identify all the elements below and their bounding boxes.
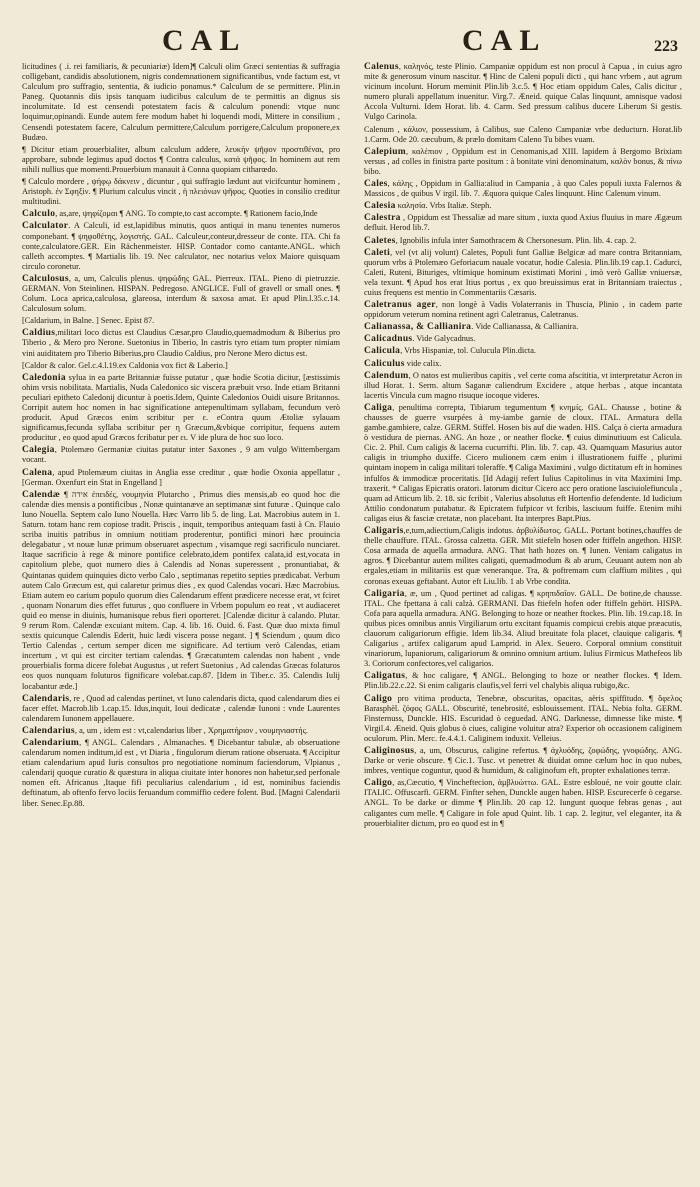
entry-text: , Ignobilis infula inter Samothracem & Chersonesum. Plin. lib. 4. cap. 2. bbox=[395, 235, 637, 245]
dictionary-entry bbox=[22, 738, 340, 809]
entry-lemma: Cales bbox=[364, 179, 388, 190]
entry-lemma: Caligaria bbox=[364, 588, 405, 599]
entry-lemma: Calendarius bbox=[22, 725, 75, 736]
dictionary-entry bbox=[364, 62, 682, 123]
entry-lemma: Caldius bbox=[22, 328, 56, 339]
entry-lemma: Calendaris bbox=[22, 693, 70, 704]
page-number: 223 bbox=[654, 38, 678, 55]
left-column bbox=[22, 62, 340, 1177]
dictionary-entry bbox=[22, 328, 340, 358]
entry-text: [Caldarium, in Balne. ] Senec. Epist 87. bbox=[22, 316, 155, 326]
header-word-left: CAL bbox=[162, 24, 247, 57]
entry-text: sylua in ea parte Britanniæ fuisse putatur , quæ hodie Scotia dicitur, [æstissimis ohim vrsis nobilitata. Martialis, Nuda Caledonico sic viscera præbuit vrso. Inde etiam Britanni peculiari epitheto Caledonij dicuntur à poetis.Idem, Quinte Caledonios Ouidi uisure Britannos. Corripit autem hoc nomen in hac significatione antepenultimam syllabam, fecundum verò producit. Apud Græcos enim scribitur per ε. eContra quum Ætoliæ sylauam significamus,fecunda syllaba scribitur per η Græcum,&vbique corripitur, fequens autem producitur , eo quod apud Græcos fcribatur per ει. V ide plura de hoc suo loco. bbox=[22, 372, 340, 443]
dictionary-entry bbox=[364, 403, 682, 524]
entry-lemma: Calculo bbox=[22, 209, 56, 220]
entry-text: ,militari loco dictus est Claudius Cæsar,pro Claudio,quemadmodum & Biberius pro Tiberio , & Mero pro Nerone. Suetonius in Tiberio, In castris tyro etiam tum propter nimiam vini auiditatem pro Tiberio Biberius,pro Claudio Caldius, pro Nerone Mero dictus est. bbox=[22, 328, 340, 358]
entry-lemma: Calepium bbox=[364, 146, 406, 157]
dictionary-entry bbox=[364, 694, 682, 744]
dictionary-entry bbox=[22, 373, 340, 444]
entry-text: , ¶ ANGL. Calendars , Almanaches. ¶ Dicebantur tabulæ, ab obseruatione calendarum nomen inditum,id est , vt Diaria , fingulorum dierum ratione obseruata. ¶ Accipitur etiam calendarium apud Iuris consultos pro negotiatione nominum faciendorum, Vlpianus , calendarij quoque curatio & quæstura in aliqua ciuitate inter honores non habetur,sed perfonale nomen eft. Africanus ,Itaque fifi peculiarius calendarium , id est, nominibus faciendis deftinatum, ab oftenfo fervo lociis feruandum commiffio cedere folent. Bud. [Magni Calendarii liber. Senec.Ep.88. bbox=[22, 738, 340, 808]
entry-text: , κάλης , Oppidum in Gallia:aliud in Campania , à quo Cales populi iuxta Falernos & Massicos , de quibus V irgil. lib. 7. Æquora quique Cales linquunt. Hinc Calenum vinum. bbox=[364, 179, 682, 199]
dictionary-entry bbox=[22, 62, 340, 143]
dictionary-entry bbox=[364, 334, 682, 344]
entry-text: , O natos est mulieribus capitis , vel certe coma afscititia, vt interpretatur Acron in illud Horat. 1. Serm. altum Saganæ caliendrum Excidere , atque herbas , atque incantata lacertis Vincula cum magno risuque iocoque videres. bbox=[364, 370, 682, 400]
dictionary-entry bbox=[364, 201, 682, 211]
entry-lemma: Caliculus bbox=[364, 358, 405, 369]
dictionary-entry bbox=[364, 236, 682, 246]
dictionary-entry bbox=[22, 145, 340, 175]
entry-text: . A Calculi, id est,lapidibus minutis, quos antiqui in manu tenentes numeros componebant. ¶ ψηφοθέτης, λογιστής. GAL. Calculeur,conteur,dresseur de conte. ITA. Chi fa conte,calculatore.GER. Ein Rächenmeister. HISP. Contador como cantante.ANGL. which calleth accomptes. ¶ Martialis lib. 19. Nec calculator, nec notarius velox Maiore quisquam circulo coronetur. bbox=[22, 221, 340, 271]
entry-text: [Caldor & calor. Gel.c.4.l.19.ex Caldonia vox fict & Laberio.] bbox=[22, 360, 228, 370]
entry-text: , Oppidum est Thessaliæ ad mare situm , iuxta quod Axius fluuius in mare Ægæum defluit. Herod lib.7. bbox=[364, 213, 682, 233]
dictionary-entry bbox=[22, 361, 340, 371]
entry-text: ¶ אידה ἐπειδές, νουμηνία Plutarcho , Primus dies mensis,ab eo quod hoc die calendæ dies mensis a pontificibus , Nonæ quintanæve an septimanæ sint futuræ . Quinque calo Iuno Nouella. Septem calo Iuno Nouella. Hæc Varro lib 5. de ling. Lat. Macrobius autem in 1. Saturn. totam hanc rem copiose tradit. Priscis , inquit, temporibus antequam fasti à Cn. Flauio scriba inuitis patribus in omnium notitiam proderentur, pontifici minori hæc prouincia delegabatur , vt nouæ lunæ primum obseruaret aspectum , visamque regi sacrificulo nunciaret. Itaque sacrificio à rege & minore pontifice celebrato,idem pontifex calata,id est,vocata in capitolium plebe, quot numero dies à Calendis ad Nonas superessent , pronuntiabat, & Quintanas quidem quinquies dicto verbo Calo , septimanas repetito septies prædicabat. Verbum autem Calo Græcum est, qui calaretur primus dies , ex quod Calendas vocari. Hæc Macrobius. Etiam autem eo carium populo quorum dies Calendarum effent prædicere necesse erat, vt fciret , quonam Nonarum dies effet futurus , quo confluere in Vrbem populum eo reat , vt audiaceret quid eo mense in diuinis, humanisque rebus fieri oporteret. [Calendæ dicitur à calando. Plutar. 9 rerum Rom. Calendæ excuiant mitem. Cap. 4. lib. 16. Ouid. 6. Fast. Quæ duo mixta fimul sextis quicunque Calendis Ederit, huic lædi viscera posse negant. ] ¶ Sciendum , quum dico Tertio Calendas , certum semper dicen me significare. Ad tertium verò Calendas, etiam incertum , vt qui est circiter tertiam calendas. ¶ Græcatuntem calendas non habent , vnde prouerbialis forma dicere folebat Augustus , ut refert Suetonius , Ad calendas Græcas folaturos eos quos nunquam foluturos fignificare volebat.cap.87. [Idem in Tiber.c. 35. Calendis Iulij locabantur æde.] bbox=[22, 489, 340, 691]
entry-lemma: Calianassa, & Callianira bbox=[364, 322, 472, 333]
dictionary-entry bbox=[364, 778, 682, 828]
dictionary-entry bbox=[364, 589, 682, 670]
entry-lemma: Calendum bbox=[364, 370, 409, 381]
entry-text: , penultima correpta, Tibiarum tegumentum ¶ κνημίς. GAL. Chausse , botine & chausses de guerre vsurpées à my-iambe garnie de cloux. ITAL. Armatura della gambe.gambiere, calze. GERM. Stiffel. Hosen bis auf die waden. HIS. Calça ò cierta armadura ò vestidura de piernas. ANG. An hoze , or neather flocke. ¶ cuius diminutiuum est Calicula. Cic. 2. Phil. Cum caligis & lacerna cucurrifti. Plin. lib. 7. cap. 43. Quamquam Masurius autor caligis in triumpho duxiffe. Cicero mulionem cæm enim i illustrationem fuiffe , plurimi quintam inopem in caliga militari toleraffe. ¶ Caliga Maximini , vulgo dictitatum eft in homines infulfos & immodicæ proceritatis. [Id Adagij refert Iulius Capitolinus in vita Maximini Imp. traxerit. * Caligas Epicratis oratori. latorum dicitur Cicero acc pero oratione lasciuiolefiuncula , quam ad Atticum lib. 2. 18. sic fcribit , Valerius absolutus eft Hortenfio defendente. Id Iudicium Attilio condonatum putabatur. & Epicratem fufpicor vt fcribis, lasciuum fuiffe. Etenim mihi caligas eius & fasciæ cretatæ, non placebant. Ita interpres Bapt.Pius. bbox=[364, 402, 682, 523]
header-word-right: CAL bbox=[462, 24, 547, 57]
running-header bbox=[22, 14, 682, 62]
entry-text: , æ, um , Quod pertinet ad caligas. ¶ κρηπιδαῖον. GALL. De botine,de chausse. ITAL. Che fpettana à cali calzà. GERMANI. Das ftiefeln hofen oder ftiffeln gehört. HISPA. Cofa para aquella armadura. ANG. Belonging to hoze or neather ftockes. Plin. lib. 19.cap.18. In quibus pices omnibus annis Virgiliarum ortu excitant fquamis compicui crebis atque præacutis, clauorum caligariorum effigie. Idem lib.34. Aliud breuitate fola placet, clauique caligaris. ¶ Caligarius , artifex caligarum apud Lamprid. in Alex. Seuero. Corporal omnium constituit vinariorum, lupaniorum, caligariorum & omnino omnium artium. Iulius Firmicus Mathefeos lib 3. Coriorum confectores,vel caligarios. bbox=[364, 588, 682, 669]
entry-text: . Vide Galycadnus. bbox=[412, 334, 476, 344]
dictionary-entry bbox=[364, 213, 682, 233]
entry-text: , & hoc caligare, ¶ ANGL. Belonging to hoze or neather flockes. ¶ Idem. Plin.lib.22.c.22. Si enim caligaris claufis,vel ferri vel chalybis aliqua rubigo,&c. bbox=[364, 671, 682, 691]
dictionary-entry bbox=[22, 274, 340, 314]
entry-text: , καλέπιον , Oppidum est in Cenomanis,ad XIII. lapidem à Bergomo Brixiam versus , ad colles in finistra parte positum : à bonitate vini denominatum, καλὸν bonus, & πίνω bibo. bbox=[364, 146, 682, 176]
entry-text: , re , Quod ad calendas pertinet, vt Iuno calendaris dicta, quod calendarum dies ei facer effet. Macrob.lib 1.cap.15. Idus,inquit, Ioui dedicatæ , calendæ Iunoni : vnde Laurentes calendarem Iunonem appellauere. bbox=[22, 693, 340, 723]
entry-lemma: Calena bbox=[22, 467, 53, 478]
dictionary-entry bbox=[364, 526, 682, 587]
dictionary-entry bbox=[22, 209, 340, 219]
entry-lemma: Caliga bbox=[364, 402, 393, 413]
entry-lemma: Caletranus ager bbox=[364, 300, 436, 311]
dictionary-entry bbox=[22, 316, 340, 326]
entry-lemma: Calicula bbox=[364, 346, 401, 357]
entry-lemma: Calendæ bbox=[22, 489, 60, 500]
dictionary-entry bbox=[22, 694, 340, 724]
entry-lemma: Caligatus bbox=[364, 671, 406, 682]
entry-text: , Ptolemæo Germaniæ ciuitas putatur inter Saxones , 9 am vulgo Wittembergam vocant. bbox=[22, 445, 340, 465]
dictionary-entry bbox=[364, 371, 682, 401]
entry-lemma: Caledonia bbox=[22, 372, 66, 383]
entry-lemma: Caletes bbox=[364, 235, 396, 246]
entry-text: , καληνός, teste Plinio. Campaniæ oppidum est non procul à Capua , in cuius agro mite & generosum vinum nascitur. ¶ Hinc de Caleni populi dicti , qui hanc vrbem , aut agrum vicinum incolunt. Horum meminit Plin.lib 3.c.5. ¶ Hoc etiam oppidum Cales, Calis dicitur , numero plurali appellatum inuenitur. Virg.7. Æneid. quique Calas linquunt, amnisque vadosi Accola Vulturni. Idem Horat. lib. 4. Carm. Sed pressum calibus ducere Liberum Si gestis. Vulgo Carinola. bbox=[364, 62, 682, 122]
entry-text: ¶ Calculo mordere , ψήφῳ δάκνειν , dicuntur , qui suffragio lædunt aut vicifcuntur hominem , Aristoph. ἐν Σφηξὶν. ¶ Plurium calculus vincit , ἡ πλειόνων ψῆφος. Quoties in consilio creditur multitudini. bbox=[22, 177, 340, 207]
entry-text: , vel (vt alij volunt) Caletes, Populi funt Galliæ Belgicæ ad mare contra Britanniam, quorum vrbs à Ptolemæo Geforiacum nauale vocatur, hodie Calesia. Plin.lib.19 cap.1. Cadurci, Caleti, Ruteni, Bituriges, vltimique hominum existimati Morini , imò verò Galliæ vniuersæ, vela texunt. ¶ Apud hos erat Itius portus , ex quo breuissimus erat in Britanniam traiectus , cuius frequens est mentio in Commentariis Cæsaris. bbox=[364, 247, 682, 297]
dictionary-entry bbox=[364, 147, 682, 177]
dictionary-entry bbox=[22, 490, 340, 692]
entry-lemma: Calculosus bbox=[22, 273, 69, 284]
dictionary-entry bbox=[364, 248, 682, 298]
entry-lemma: Calesia bbox=[364, 201, 396, 212]
entry-text: , as,are, ψηφίζομαι ¶ ANG. To compte,to cast accompte. ¶ Rationem facio,Inde bbox=[55, 209, 318, 219]
entry-lemma: Caligaris bbox=[364, 526, 404, 537]
entry-text: , apud Ptolemæum ciuitas in Anglia esse creditur , quæ hodie Oxonia appellatur , [German. Oxenfurt ein Stat in Engelland ] bbox=[22, 467, 340, 487]
dictionary-entry bbox=[364, 300, 682, 320]
entry-text: licitudines ( .i. rei familiaris, & pecuniariæ) Idem]¶ Calculi olim Græci sententias & suffragia colligebant, candidis absolutionem, nigris condemnationem significantibus, vnde factum est, vt Calculum pro suffragio, sententia, & iudicio ponamus.* Calculum de se permittere. Plin.in Paneg. Quotannis diis ipsis tanquam iudicibus calculum de te permittis an dignus sis incolumitate. Id est censendi potestatem facis & calculum ponendi: vtque nunc loquimur,opinandi. Eunde autem fere modum habet hi loquendi modi, Mittere in consilium , Censendi potestatem facere, Calculum permittere,Calculum porrigere,Calculum proponere,ex Budæo. bbox=[22, 62, 340, 142]
dictionary-entry bbox=[364, 346, 682, 356]
dictionary-entry bbox=[364, 746, 682, 776]
entry-text: . Vide Callianassa, & Callianira. bbox=[471, 322, 579, 332]
entry-text: , a, um, Obscurus, caligine refertus. ¶ ἀχλυόδης, ζοφώδης, γνοφώδης. ANG. Darke or verie obscure. ¶ Cic.1. Tusc. vt penetret & diuidat omne cælum hoc in quo nubes, imbres, ventique coguntur, quod & humidum, & caliginofum eft, propter exhalationes terræ. bbox=[364, 746, 682, 776]
right-column bbox=[364, 62, 682, 1177]
entry-text: Calenum , κάλιον, possessium, à Calibus, sue Caleno Campaniæ vrbe deducturn. Horat.lib 1.Carm. Ode 20. cæcubum, & prælo domitam Caleno Tu bibes vuam. bbox=[364, 124, 682, 144]
entry-text: , non longè à Vadis Volaterranis in Thuscia, Plinio , in cadem parte oppidorum veterum nomina retinent agri Caletranus, Caletranus. bbox=[364, 300, 682, 320]
entry-lemma: Calendarium bbox=[22, 738, 80, 748]
entry-text: vide calix. bbox=[404, 358, 442, 368]
dictionary-entry bbox=[364, 671, 682, 691]
dictionary-entry bbox=[364, 322, 682, 332]
entry-lemma: Calculator bbox=[22, 221, 69, 232]
entry-lemma: Caliginosus bbox=[364, 746, 415, 756]
dictionary-entry bbox=[22, 177, 340, 207]
entry-lemma: Calicadnus bbox=[364, 334, 413, 345]
entry-lemma: Calegia bbox=[22, 445, 55, 456]
dictionary-entry bbox=[364, 125, 682, 145]
entry-text: ¶ Dicitur etiam prouerbialiter, album calculum addere, λευκὴν ψῆφον προστιθέναι, pro approbare, subnde legimus apud doctos ¶ Contra calculus, κατά ψῆφος. In hominem aut rem nihili nullius que momenti.Prouerbium manauit à Conna quopiam citharœdo. bbox=[22, 144, 340, 174]
entry-text: , Vrbs Hispaniæ, tol. Culucula Plin.dicta. bbox=[400, 346, 536, 356]
entry-text: καλησία. Vrbs Italiæ. Steph. bbox=[395, 201, 492, 211]
entry-lemma: Caligo bbox=[364, 693, 393, 704]
entry-text: pro vitima producta, Tenebræ, obscuritas, opacitas, aëris spiffitudo. ¶ ὄφελος Barasphèl. ζόφος GALL. Obscurité, tenebrosité, esblouissement. ITAL. Nebia folta. GERM. Finsternuss, Dunckle. HIS. Escuridad ò ceguedad. ANG. Darknesse, dimnesse like miste. ¶ Virgil.4. Æneid. Quis globus ò ciues, caligine voluitur atra? Experior ob occasionem caliginem oculorum. Plin. Merc. fe.4.4.1. Caliginem induxit. Velleius. bbox=[364, 693, 682, 743]
entry-text: , a, um, Calculis plenus. ψηφώδης GAL. Pierreux. ITAL. Pieno di pietruzzie. GERMAN. Von Steinlinen. HISPAN. Pedregoso. ANGLICE. Full of gravell or small ones. ¶ Colum. Loca aprica,calculosa, glareosa, interdum & saxosa amat. Et apud Plin.l.35.c.14. Calculosum solum. bbox=[22, 273, 340, 314]
dictionary-entry bbox=[364, 179, 682, 199]
dictionary-entry bbox=[22, 468, 340, 488]
entry-text: ,e,tum,adiectium,Caligis indotus. ἀρβυλίδωτος. GALL. Portant botines,chauffes de thelle chauffure. ITAL. Grossa calzetta. GER. Mit stiefeln hosen oder ftiffeln angethon. HISP. Cosa armada de aquella armadura. ANG. That hath hozes on. ¶ Iunen. Veniam caligatus in agros. ¶ Dicebantur autem milites caligati, quemadmodum & ab arum, Ceuuant autem non ab ergales,etiam in militariis est quæ veneranque. Tra, & poftremam cum claffium milites , qui coronas exeuas geftabant. Autor eft Liu.lib. 1 ab Vrbe condita. bbox=[364, 526, 682, 586]
dictionary-entry bbox=[22, 221, 340, 271]
entry-text: , a, um , idem est : vt,calendarius liber , Χρηματήριον , νουμηνιαστής. bbox=[74, 725, 308, 735]
dictionary-entry bbox=[364, 359, 682, 369]
entry-lemma: Calenus bbox=[364, 62, 399, 72]
entry-lemma: Caligo bbox=[364, 778, 393, 789]
entry-text: , as,Cæcutio, ¶ Vincheftecion, ἀμβλυώττω. GAL. Estre esbloué, ne voir goutte clair. ITALIC. Offuscarfi. GERM. Finfter sehen, Dunckle augen haben. HISP. Escurecerfe ò cegarse. ANGL. To be darke or dimme ¶ Plin.lib. 20 cap 12. Iungunt quoque febras genas , aut caligantes cum melle. ¶ Caligare in fole apud Quint. lib. 1 cap. 2. legitur, vel eleganter, ita & prouerbialiter dictum, pro eo quod est in ¶ bbox=[364, 778, 682, 828]
dictionary-entry bbox=[22, 726, 340, 736]
dictionary-entry bbox=[22, 445, 340, 465]
entry-lemma: Caleti bbox=[364, 247, 391, 258]
entry-lemma: Calestra bbox=[364, 213, 401, 224]
